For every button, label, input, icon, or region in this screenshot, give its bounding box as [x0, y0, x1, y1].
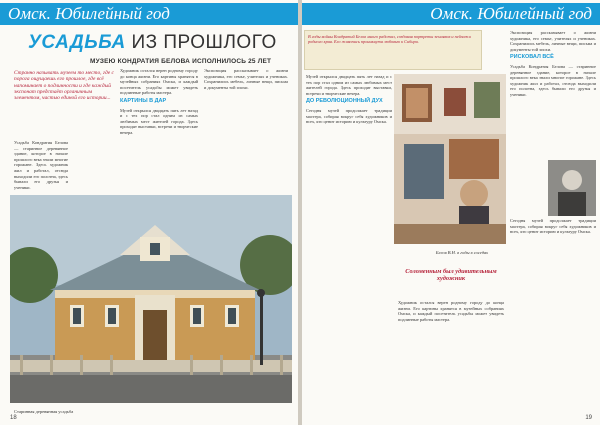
title-part1: УСАДЬБА [28, 32, 126, 53]
photo-caption-left: Старинная деревянная усадьба [14, 409, 74, 414]
portrait-illustration [548, 160, 596, 216]
highlight-box [304, 30, 482, 70]
interior-photo [394, 74, 506, 244]
heading-lived: ДО РЕВОЛЮЦИОННЫЙ ДУХ [306, 98, 383, 105]
photo-caption-right: Белов В.Н. в годы в соседях [435, 250, 489, 255]
title-part2: ИЗ ПРОШЛОГО [131, 32, 277, 53]
article-title [28, 32, 277, 54]
heading-cards: КАРТИНЫ В ДАР [120, 97, 167, 104]
heading-reports: РИСКОВАЛ ВСЁ [510, 54, 554, 61]
estate-illustration [10, 195, 292, 403]
body-paragraph-2: Художник остался верен родному городу до конца жизни. Его картины хранятся в музейных собраниях Омска, и каждый посетитель усадьбы может увидеть подлинные работы мастера. [120, 68, 198, 96]
portrait-photo [548, 160, 596, 216]
body-paragraph-3: Музей открылся двадцать пять лет назад и с тех пор стал одним из самых любимых мест жителей города. Здесь проходят выставки, встречи и творческие вечера. [120, 107, 198, 135]
right-column-4 [510, 218, 596, 408]
estate-photo [10, 195, 292, 403]
right-paragraph-3: Художник остался верен родному городу до конца жизни. Его картины хранятся в музейных собраниях Омска, и каждый посетитель усадьбы может увидеть подлинные работы мастера. [398, 300, 504, 322]
body-paragraph-1: Усадьба Кондратия Белова — старинное деревянное здание, которое в начале прошлого века знали многие горожане. Здесь художник жил и работал, отсюда выходили его полотна, здесь бывали его друзья и ученики. [14, 140, 68, 190]
right-paragraph-6: Сегодня музей продолжает традиции мастера, собирая вокруг себя художников и всех, кто ценит историю и культуру Омска. [510, 218, 596, 235]
interior-illustration [394, 74, 506, 244]
right-page [302, 0, 600, 425]
article-intro: Странно называть музеем то место, где с порога ощущаешь его прошлое, где всё напоминает о подлинности и где каждый экспонат предстаёт органичным элементом, частью единой его истории... [14, 70, 114, 102]
highlight-box-text: В годы войны Кондратий Белов много работал, создавая портреты земляков и пейзажи родного края. Его живопись проникнута любовью к Сибири. [308, 34, 471, 45]
header-banner-left: Омск. Юбилейный год [0, 3, 298, 25]
right-paragraph-2: Сегодня музей продолжает традиции мастера, собирая вокруг себя художников и всех, кто ценит историю и культуру Омска. [306, 107, 392, 125]
article-subtitle: МУЗЕЮ КОНДРАТИЯ БЕЛОВА ИСПОЛНИЛОСЬ 25 ЛЕТ [90, 58, 272, 65]
body-column-1 [14, 140, 68, 200]
right-column-2 [398, 300, 504, 412]
right-paragraph-5: Усадьба Кондратия Белова — старинное деревянное здание, которое в начале прошлого века знали многие горожане. Здесь художник жил и работал, отсюда выходили его полотна, здесь бывали его друзья и ученики. [510, 63, 596, 97]
right-column-1 [306, 74, 392, 414]
pull-quote-right: Соломенным был удивительным художник [405, 268, 497, 282]
left-page [0, 0, 298, 425]
page-number-right: 19 [585, 415, 592, 421]
body-paragraph-4: Экспозиция рассказывает о жизни художника, его семье, учителях и учениках. Сохранились мебель, личные вещи, письма и документы той эпохи. [204, 68, 288, 90]
header-banner-right: Омск. Юбилейный год [302, 3, 600, 25]
page-number-left: 18 [10, 415, 17, 421]
right-column-3 [510, 30, 596, 150]
right-paragraph-4: Экспозиция рассказывает о жизни художника, его семье, учителях и учениках. Сохранились мебель, личные вещи, письма и документы той эпохи. [510, 30, 596, 52]
right-paragraph-1: Музей открылся двадцать пять лет назад и с тех пор стал одним из самых любимых мест жителей города. Здесь проходят выставки, встречи и творческие вечера. [306, 74, 392, 96]
